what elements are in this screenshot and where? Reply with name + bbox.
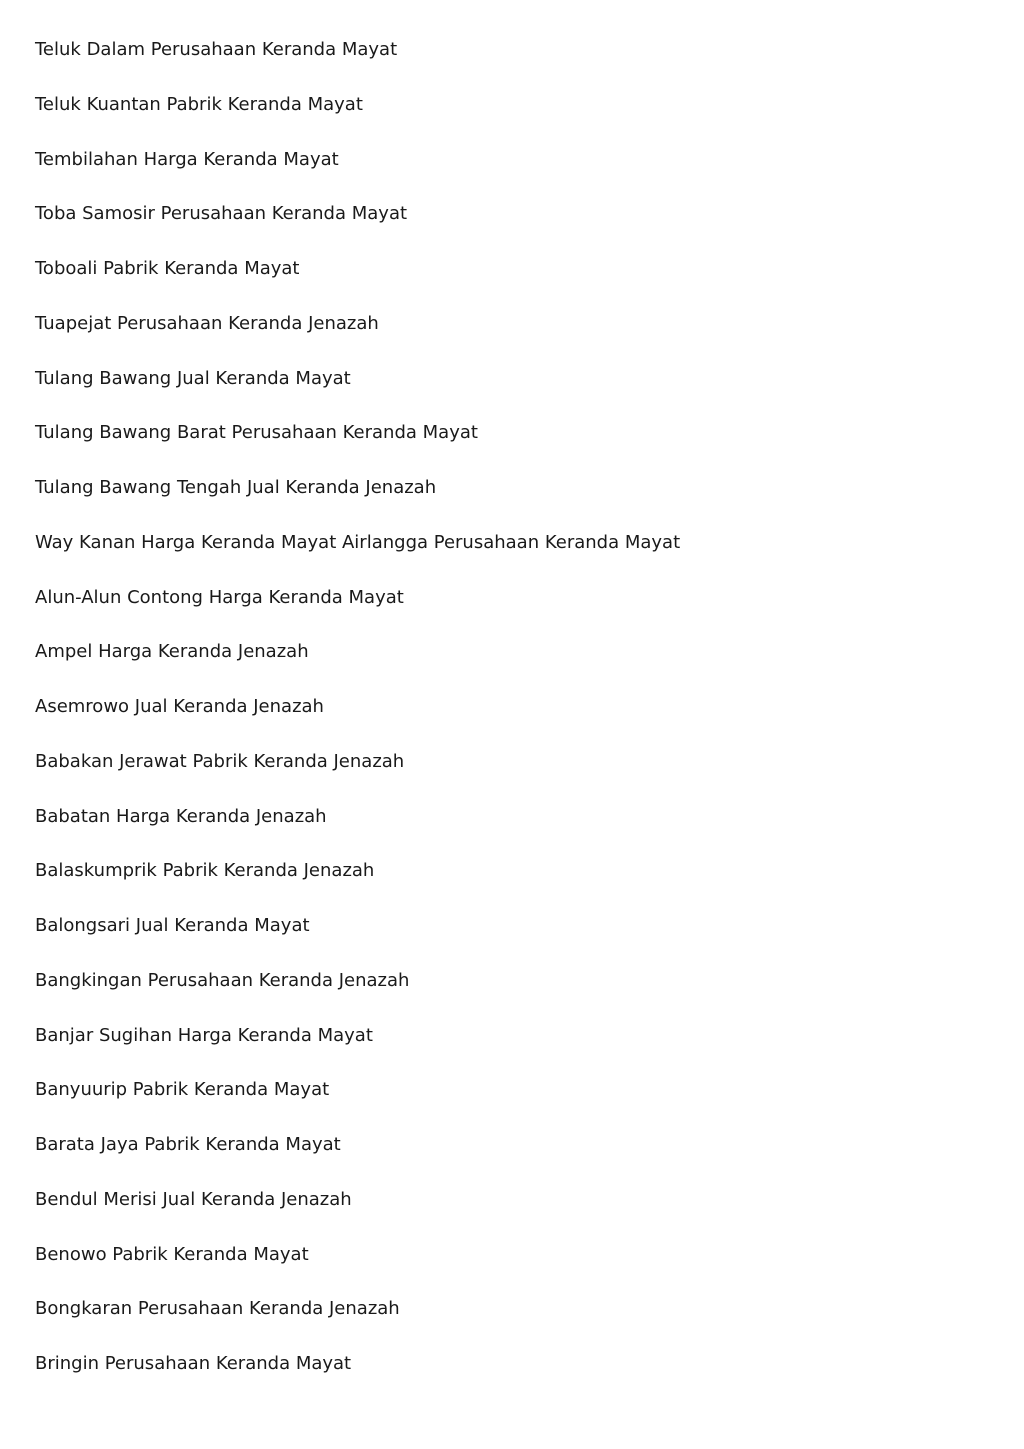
text-line: Bendul Merisi Jual Keranda Jenazah [35,1188,352,1210]
text-line: Tembilahan Harga Keranda Mayat [35,148,339,170]
text-line: Toboali Pabrik Keranda Mayat [35,258,300,279]
text-line: Tulang Bawang Jual Keranda Mayat [35,367,351,389]
text-line: Alun-Alun Contong Harga Keranda Mayat [35,586,404,608]
text-line-list [35,36,995,1405]
text-line: Teluk Kuantan Pabrik Keranda Mayat [35,93,363,115]
text-line: Bangkingan Perusahaan Keranda Jenazah [35,969,410,991]
text-line: Bringin Perusahaan Keranda Mayat [35,1353,352,1374]
text-line: Benowo Pabrik Keranda Mayat [35,1243,309,1265]
text-line: Balongsari Jual Keranda Mayat [35,915,310,936]
text-line: Babakan Jerawat Pabrik Keranda Jenazah [35,750,405,772]
text-line: Tulang Bawang Barat Perusahaan Keranda Mayat [35,422,478,444]
text-line: Tulang Bawang Tengah Jual Keranda Jenazah [35,477,437,498]
text-line: Babatan Harga Keranda Jenazah [35,805,327,827]
text-line: Way Kanan Harga Keranda Mayat Airlangga Perusahaan Keranda Mayat [35,531,681,553]
text-line: Bongkaran Perusahaan Keranda Jenazah [35,1298,400,1320]
text-line: Asemrowo Jual Keranda Jenazah [35,696,324,717]
text-line: Banjar Sugihan Harga Keranda Mayat [35,1024,373,1046]
text-line: Teluk Dalam Perusahaan Keranda Mayat [35,39,398,60]
text-line: Tuapejat Perusahaan Keranda Jenazah [35,312,379,334]
text-line: Balaskumprik Pabrik Keranda Jenazah [35,860,375,882]
text-line: Banyuurip Pabrik Keranda Mayat [35,1079,330,1101]
text-line: Ampel Harga Keranda Jenazah [35,641,309,663]
text-line: Barata Jaya Pabrik Keranda Mayat [35,1134,341,1155]
text-line: Toba Samosir Perusahaan Keranda Mayat [35,203,408,225]
